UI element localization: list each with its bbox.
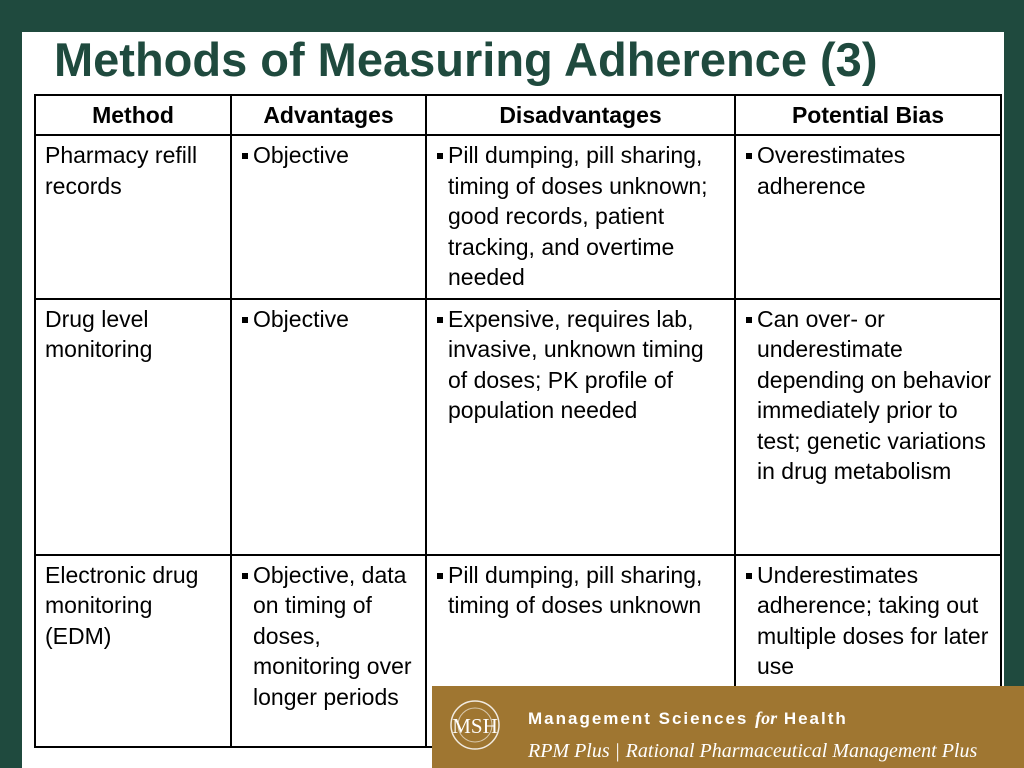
header-advantages: Advantages [231,95,426,135]
msh-logo-icon [446,696,504,754]
bullet-item: Objective [241,304,419,335]
program-name: RPM Plus | Rational Pharmaceutical Management Plus [528,740,978,762]
bullet-item: Can over- or underestimate depending on behavior immediately prior to test; genetic variations in drug metabolism [745,304,994,487]
bullet-item: Objective [241,140,419,171]
bullet-item: Overestimates adherence [745,140,994,201]
cell-method: Pharmacy refill records [35,135,231,299]
cell-disadvantages [426,299,735,555]
cell-disadvantages [426,135,735,299]
cell-method: Electronic drug monitoring (EDM) [35,555,231,747]
bullet-item: Underestimates adherence; taking out multiple doses for later use [745,560,994,682]
msh-footer-banner [432,686,1024,768]
bullet-item: Pill dumping, pill sharing, timing of doses unknown; good records, patient tracking, and overtime needed [436,140,728,293]
bullet-item: Objective, data on timing of doses, monitoring over longer periods [241,560,419,713]
table-header-row [35,95,1001,135]
bullet-square-icon [437,317,443,323]
bullet-square-icon [746,153,752,159]
bullet-square-icon [242,573,248,579]
bullet-square-icon [242,153,248,159]
cell-method: Drug level monitoring [35,299,231,555]
cell-bias [735,135,1001,299]
bullet-square-icon [746,317,752,323]
bullet-square-icon [437,153,443,159]
adherence-methods-table [34,94,1002,748]
slide [22,32,1004,768]
table-row [35,299,1001,555]
header-potential-bias: Potential Bias [735,95,1001,135]
logo-text: MSH [452,714,498,738]
cell-advantages [231,299,426,555]
header-disadvantages: Disadvantages [426,95,735,135]
slide-title: Methods of Measuring Adherence (3) [54,33,878,86]
table-row [35,135,1001,299]
bullet-item: Pill dumping, pill sharing, timing of doses unknown [436,560,728,621]
cell-advantages [231,135,426,299]
bullet-square-icon [242,317,248,323]
cell-bias [735,299,1001,555]
organization-name: Management Sciences for Health [528,708,848,728]
bullet-square-icon [437,573,443,579]
cell-advantages [231,555,426,747]
header-method: Method [35,95,231,135]
bullet-item: Expensive, requires lab, invasive, unknown timing of doses; PK profile of population needed [436,304,728,426]
bullet-square-icon [746,573,752,579]
